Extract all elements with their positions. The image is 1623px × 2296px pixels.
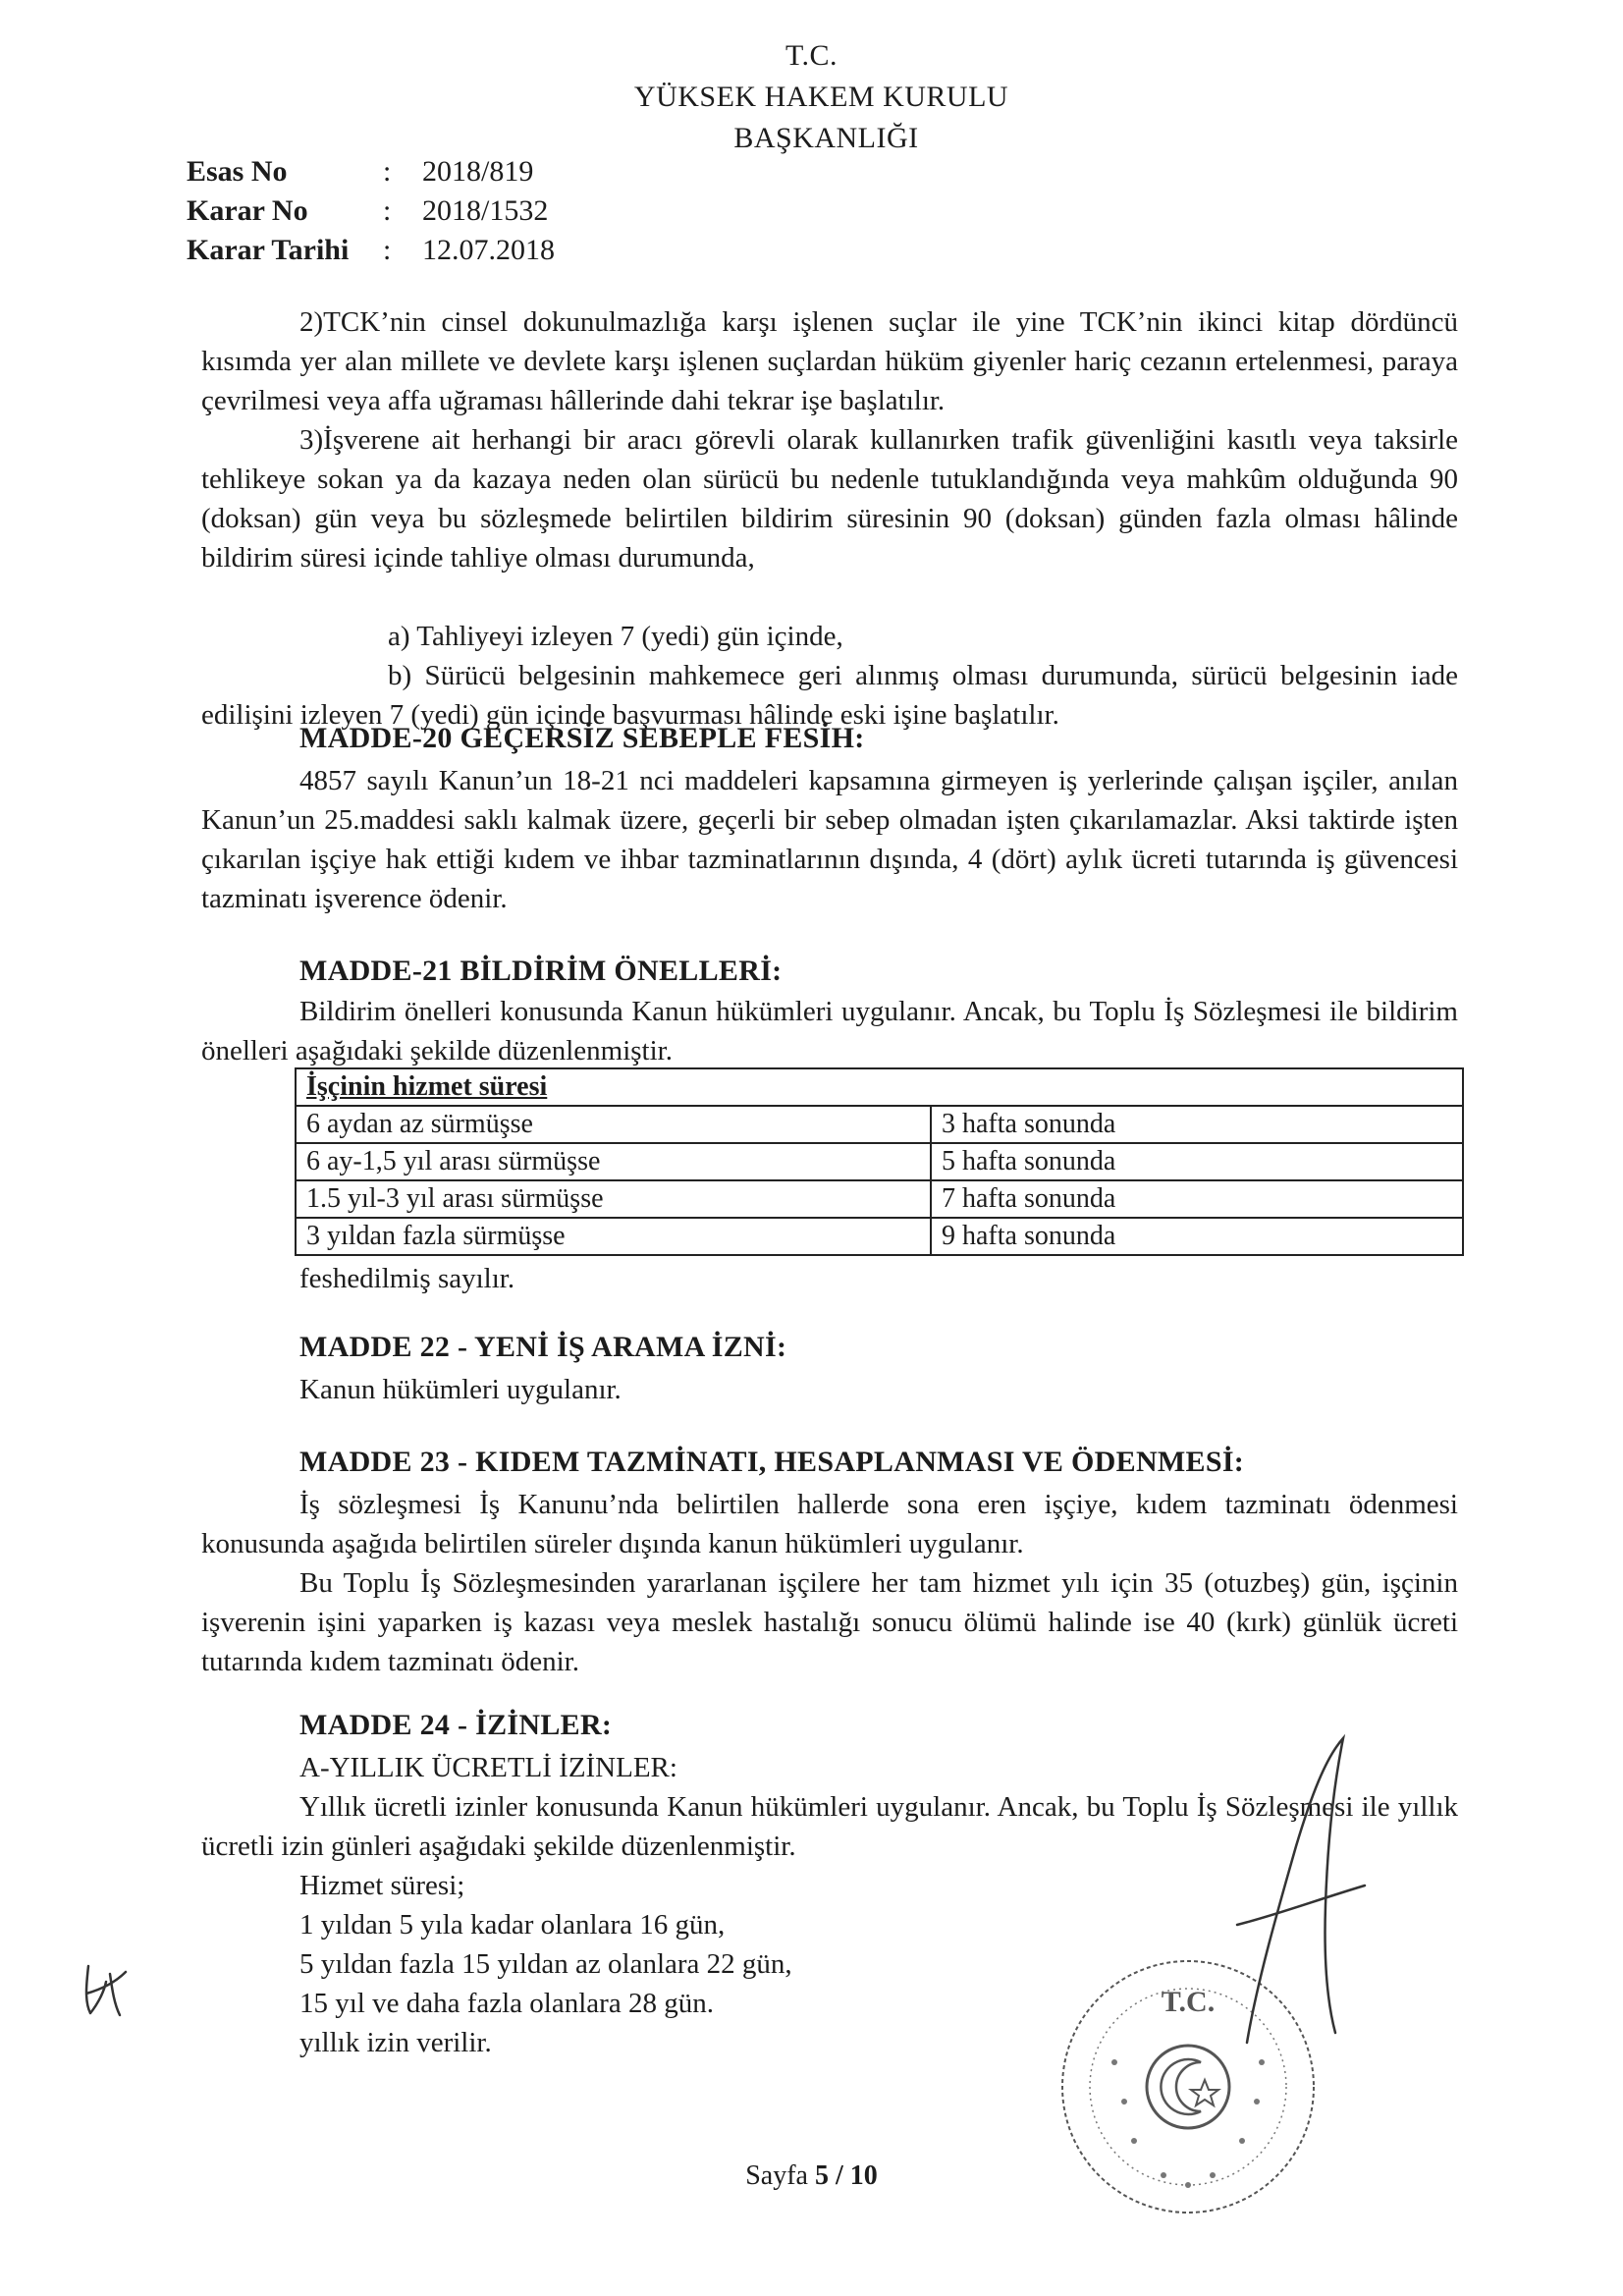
table-cell-term: 6 aydan az sürmüşse <box>296 1106 931 1143</box>
madde-20-title: MADDE-20 GEÇERSİZ SEBEPLE FESİH: <box>299 722 865 754</box>
esas-value: 2018/819 <box>422 155 534 188</box>
notice-table-wrap <box>295 1067 1464 1256</box>
paragraph-2: 2)TCK’nin cinsel dokunulmazlığa karşı işlenen suçlar ile yine TCK’nin ikinci kitap dördüncü kısımda yer alan millete ve devlete karşı işlenen suçlardan hüküm giyenler hariç cezanın ertelenmesi, paraya çevrilmesi veya affa uğraması hâllerinde dahi tekrar işe başlatılır. <box>201 306 1458 416</box>
madde-22-title: MADDE 22 - YENİ İŞ ARAMA İZNİ: <box>299 1331 787 1363</box>
table-cell-notice: 5 hafta sonunda <box>931 1143 1463 1180</box>
initials-signature-icon <box>77 1954 135 2023</box>
madde-24-text: Yıllık ücretli izinler konusunda Kanun hükümleri uygulanır. Ancak, bu Toplu İş Sözleşmesi ile yıllık ücretli izin günleri aşağıdaki şekilde düzenlenmiştir. <box>201 1791 1458 1862</box>
table-cell-term: 1.5 yıl-3 yıl arası sürmüşse <box>296 1180 931 1218</box>
signature-icon <box>1217 1728 1384 2052</box>
seal-label: T.C. <box>1161 1986 1216 2018</box>
madde-24-l5: yıllık izin verilir. <box>299 2027 492 2058</box>
madde-24-sub: A-YILLIK ÜCRETLİ İZİNLER: <box>299 1752 677 1783</box>
table-cell-notice: 9 hafta sonunda <box>931 1218 1463 1255</box>
table-cell-notice: 3 hafta sonunda <box>931 1106 1463 1143</box>
header-kurul: YÜKSEK HAKEM KURULU <box>633 81 1009 113</box>
tarih-value: 12.07.2018 <box>422 234 555 266</box>
madde-24-l3: 5 yıldan fazla 15 yıldan az olanlara 22 gün, <box>299 1948 792 1980</box>
madde-21-text: Bildirim önelleri konusunda Kanun hükümleri uygulanır. Ancak, bu Toplu İş Sözleşmesi ile bildirim önelleri aşağıdaki şekilde düzenlenmiştir. <box>201 996 1458 1066</box>
table-cell-term: 3 yıldan fazla sürmüşse <box>296 1218 931 1255</box>
footer-prefix: Sayfa <box>745 2160 808 2191</box>
madde-21-title: MADDE-21 BİLDİRİM ÖNELLERİ: <box>299 955 783 987</box>
table-row <box>296 1106 1463 1143</box>
paragraph-3b: b) Sürücü belgesinin mahkemece geri alınmış olması durumunda, sürücü belgesinin iade edilişini izleyen 7 (yedi) gün içinde başvurması hâlinde eski işine başlatılır. <box>201 660 1458 731</box>
notice-table <box>295 1067 1464 1256</box>
karar-label: Karar No <box>187 194 308 227</box>
table-cell-term: 6 ay-1,5 yıl arası sürmüşse <box>296 1143 931 1180</box>
tarih-label: Karar Tarihi <box>187 234 350 266</box>
table-row <box>296 1180 1463 1218</box>
madde-24-l1: Hizmet süresi; <box>299 1870 465 1901</box>
page-footer <box>0 2160 1623 2192</box>
header-tc: T.C. <box>784 39 839 72</box>
karar-value: 2018/1532 <box>422 194 549 227</box>
header-baskanlik: BAŞKANLIĞI <box>733 122 919 154</box>
meta-karar: Karar No : 2018/1532 <box>187 194 549 227</box>
paragraph-3a: a) Tahliyeyi izleyen 7 (yedi) gün içinde, <box>388 621 843 652</box>
madde-24-l4: 15 yıl ve daha fazla olanlara 28 gün. <box>299 1988 714 2019</box>
table-header-row <box>296 1068 1463 1106</box>
table-cell-notice: 7 hafta sonunda <box>931 1180 1463 1218</box>
paragraph-3: 3)İşverene ait herhangi bir aracı görevli olarak kullanırken trafik güvenliğini kasıtlı veya taksirle tehlikeye sokan ya da kazaya neden olan sürücü bu nedenle tutuklandığında veya mahkûm olduğunda 90 (doksan) gün veya bu sözleşmede belirtilen bildirim süresinin 90 (doksan) günden fazla olması hâlinde bildirim süresi içinde tahliye olması durumunda, <box>201 424 1458 574</box>
madde-22-text: Kanun hükümleri uygulanır. <box>299 1374 622 1405</box>
madde-20-text: 4857 sayılı Kanun’un 18-21 nci maddeleri kapsamına girmeyen iş yerlerinde çalışan işçiler, anılan Kanun’un 25.maddesi saklı kalmak üzere, geçerli bir sebep olmadan işten çıkarılamazlar. Aksi taktirde işten çıkarılan işçiye hak ettiği kıdem ve ihbar tazminatlarının dışında, 4 (dört) aylık ücreti tutarında iş güvencesi tazminatı işverence ödenir. <box>201 765 1458 914</box>
madde-23-title: MADDE 23 - KIDEM TAZMİNATI, HESAPLANMASI VE ÖDENMESİ: <box>299 1446 1245 1478</box>
table-header: İşçinin hizmet süresi <box>296 1068 1463 1106</box>
meta-esas: Esas No : 2018/819 <box>187 155 534 188</box>
madde-23-p2: Bu Toplu İş Sözleşmesinden yararlanan işçilere her tam hizmet yılı için 35 (otuzbeş) gün, işçinin işverenin işini yaparken iş kazası veya meslek hastalığı sonucu ölümü halinde ise 40 (kırk) günlük ücreti tutarında kıdem tazminatı ödenir. <box>201 1567 1458 1677</box>
madde-21-after: feshedilmiş sayılır. <box>299 1263 515 1294</box>
madde-24-l2: 1 yıldan 5 yıla kadar olanlara 16 gün, <box>299 1909 726 1941</box>
madde-23-p1: İş sözleşmesi İş Kanunu’nda belirtilen hallerde sona eren işçiye, kıdem tazminatı ödenmesi konusunda aşağıda belirtilen süreler dışında kanun hükümleri uygulanır. <box>201 1489 1458 1559</box>
table-row <box>296 1218 1463 1255</box>
table-row <box>296 1143 1463 1180</box>
footer-page-number: 5 / 10 <box>814 2160 878 2191</box>
meta-tarih: Karar Tarihi : 12.07.2018 <box>187 234 555 266</box>
madde-24-title: MADDE 24 - İZİNLER: <box>299 1709 613 1741</box>
esas-label: Esas No <box>187 155 288 188</box>
